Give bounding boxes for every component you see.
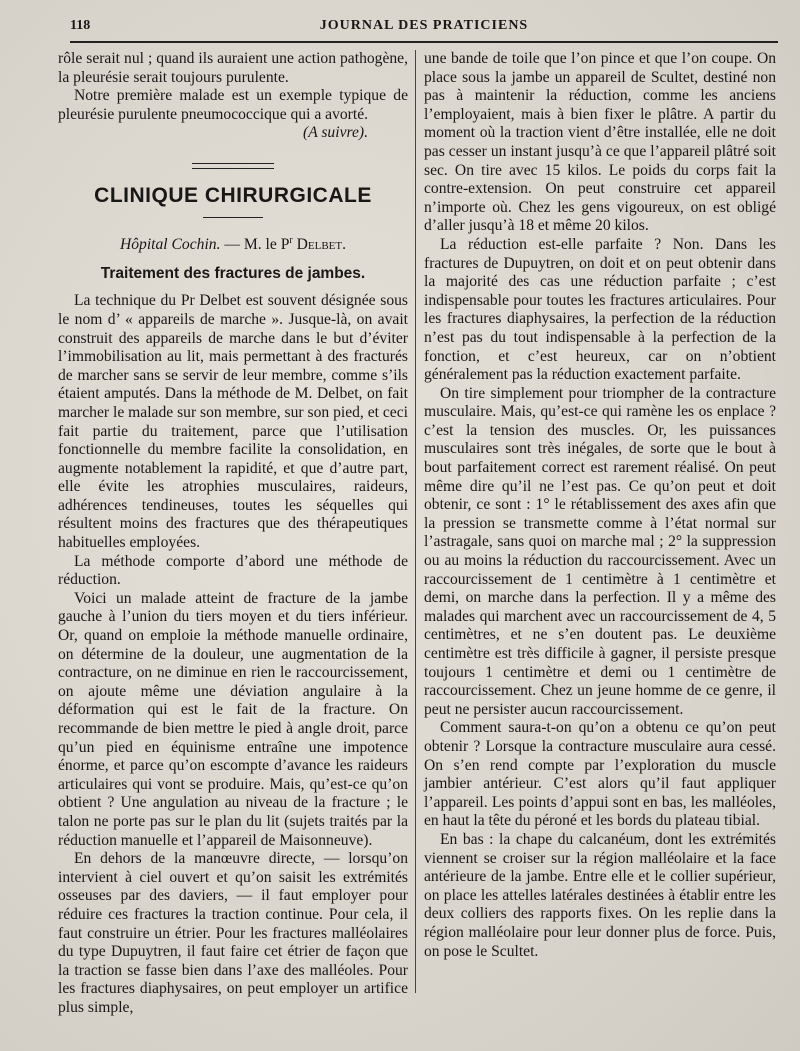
author-name: Delbet. bbox=[292, 236, 346, 254]
paragraph: Voici un malade atteint de fracture de la jambe gauche à l’union du tiers moyen et du tiers inférieur. Or, quand on emploie la méthode manuelle ordinaire, on détermine de la douleur, une augmentation de la contracture, on ne diminue en rien le raccourcissement, on ajoute même une déviation angulaire à la déformation qui est le fait de la fracture. On recommande de bien mettre le pied à angle droit, parce qu’un pied en équinisme entraîne une impotence énorme, et parce qu’on escompte d’avance les raideurs articulaires qui vont se produire. Mais, qu’est-ce qu’on obtient ? Une angulation au niveau de la fracture ; le talon ne porte pas sur le plan du lit (sujets traités par la réduction manuelle et l’appareil de Maisonneuve). bbox=[58, 589, 408, 849]
journal-title: JOURNAL DES PRATICIENS bbox=[319, 18, 529, 33]
page-number: 118 bbox=[70, 18, 91, 33]
paragraph: La réduction est-elle parfaite ? Non. Dans les fractures de Dupuytren, on doit et on peut obtenir dans la majorité des cas une réduction parfaite ; c’est indispensable pour toutes les fractures articulaires. Pour les fractures diaphysaires, la perfection de la réduction n’est pas du tout indispensable à la perfection de la fonction, et c’est heureux, car on n’obtient généralement pas la réduction exactement parfaite. bbox=[424, 235, 776, 384]
paragraph: En bas : la chape du calcanéum, dont les extrémités viennent se croiser sur la région malléolaire et la face antérieure de la jambe. Entre elle et le collier supérieur, on place les attelles latérales destinées à établir entre les deux colliers des rapports fixes. On les replie dans la région malléolaire pour leur donner plus de force. Puis, on pose le Scultet. bbox=[424, 830, 776, 960]
page-header bbox=[70, 14, 778, 40]
to-be-continued: (A suivre). bbox=[303, 124, 368, 142]
article-title: Traitement des fractures de jambes. bbox=[100, 264, 366, 282]
section-separator bbox=[192, 163, 274, 169]
paragraph: On tire simplement pour triompher de la contracture musculaire. Mais, qu’est-ce qui ramène les os enplace ? c’est la tension des muscles. Or, les puissances musculaires sont très inégales, de sorte que le bout à bout parfaitement correct est rarement réalisé. On peut même dire qu’il ne l’est pas. Ce qu’on peut et doit obtenir, ce sont : 1° le rétablissement des axes afin que la pression se transmette comme à l’état normal sur l’astragale, sans quoi on marche mal ; 2° la suppression ou au moins la réduction du raccourcissement. Avec un raccourcissement de 1 centimètre à 1 centimètre et demi, on marche dans la perfection. Il y a même des malades qui marchent avec un raccourcissement de 4, 5 centimètres, et ne s’en doutent pas. Le deuxième centimètre est très difficile à gagner, il persiste presque toujours 1 centimètre et demi ou 1 centimètre de raccourcissement. Chez un jeune homme de ce genre, il peut ne persister aucun raccourcissement. bbox=[424, 384, 776, 718]
paragraph: En dehors de la manœuvre directe, — lorsqu’on intervient à ciel ouvert et qu’on saisit les extrémités osseuses par des daviers, — il faut employer pour réduire ces fractures la traction continue. Pour cela, il faut construire un étrier. Pour les fractures malléolaires du type Dupuytren, il faut faire cet étrier de façon que la traction se fasse bien dans l’axe des malléoles. Pour les fractures diaphysaires, on peut employer un artifice plus simple, bbox=[58, 850, 408, 1016]
paragraph-continued: rôle serait nul ; quand ils auraient une action pathogène, la pleurésie serait toujours purulente. bbox=[58, 50, 408, 86]
section-title: CLINIQUE CHIRURGICALE bbox=[94, 183, 372, 207]
title-underline bbox=[203, 217, 263, 218]
hospital-byline bbox=[58, 232, 408, 255]
paragraph: La technique du Pr Delbet est souvent désignée sous le nom d’ « appareils de marche ». Jusque-là, on avait construit des appareils de marche dans le but d’éviter l’immobilisation au lit, mais permettant à des fracturés de marcher sans se servir de leur membre, comme s’ils étaient amputés. Dans la méthode de M. Delbet, on fait marcher le malade sur son membre, sur son pied, et ceci fait partie du traitement, parce que l’utilisation fonctionnelle du membre facilite la consolidation, en augmente notablement la rapidité, et que d’autre part, elle évite les atrophies musculaires, raideurs, adhérences tendineuses, toutes les séquelles qui résultent moins des fractures que des thérapeutiques habituelles employées. bbox=[58, 292, 408, 552]
paragraph: La méthode comporte d’abord une méthode de réduction. bbox=[58, 552, 408, 589]
hospital-name: Hôpital Cochin. bbox=[119, 236, 221, 254]
paragraph: Notre première malade est un exemple typique de pleurésie purulente pneumococcique qui a avorté. bbox=[58, 87, 408, 123]
paragraph-continued: une bande de toile que l’on pince et que l’on coupe. On place sous la jambe un appareil de Scultet, destiné non pas à maintenir la réduction, comme les anciens l’employaient, mais à bien fixer le plâtre. A partir du moment où la traction vient d’être installée, elle ne doit pas cesser un instant jusqu’à ce que l’appareil plâtré soit sec. On tire avec 15 kilos. Le poids du corps fait la contre-extension. On peut construire cet appareil n’importe où. Chez les gens vigoureux, on est obligé d’aller jusqu’à 18 et même 20 kilos. bbox=[424, 50, 776, 235]
paragraph: Comment saura-t-on qu’on a obtenu ce qu’on peut obtenir ? Lorsque la contracture musculaire aura cessé. On s’en rend compte par l’exploration du muscle jambier antérieur. C’est alors qu’il faut appliquer l’appareil. Les points d’appui sont en bas, les malléoles, en haut la tête du péroné et les bords du plateau tibial. bbox=[424, 719, 776, 830]
left-column bbox=[58, 50, 408, 1018]
header-rule bbox=[70, 41, 778, 43]
right-column bbox=[424, 50, 776, 961]
column-divider bbox=[415, 50, 416, 993]
byline-dash: — M. le P bbox=[220, 236, 290, 254]
title-superscript: r bbox=[289, 234, 293, 246]
